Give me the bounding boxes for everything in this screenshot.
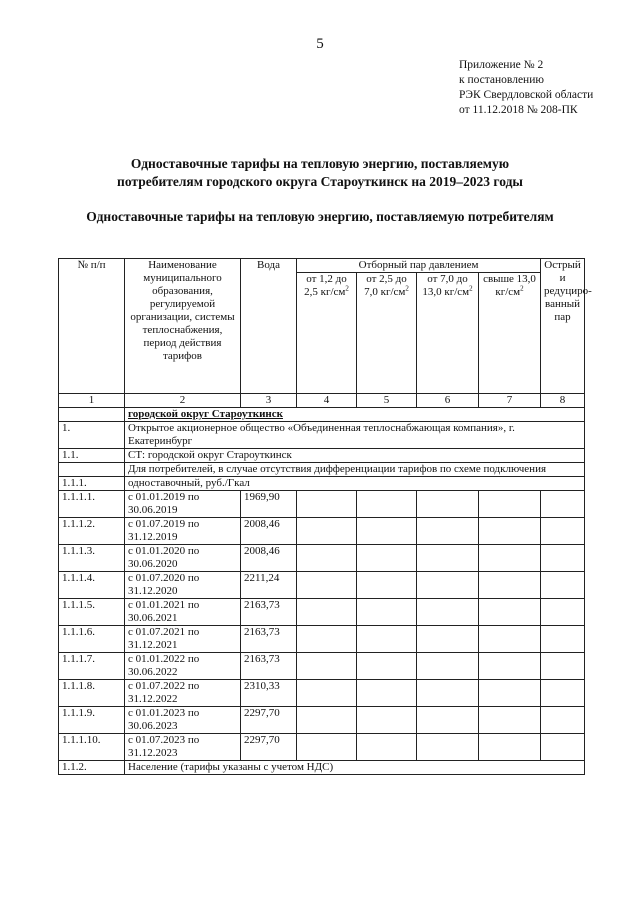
consumers-text: Для потребителей, в случае отсутствия дифференциации тарифов по схеме подключения	[125, 463, 585, 477]
water-value: 2163,73	[241, 626, 297, 653]
header-water: Вода	[241, 259, 297, 394]
water-value: 2297,70	[241, 734, 297, 761]
population-text: Население (тарифы указаны с учетом НДС)	[125, 761, 585, 775]
appendix-line-2: к постановлению	[459, 74, 544, 86]
row-num: 1.1.1.4.	[59, 572, 125, 599]
title-line-1: Одноставочные тарифы на тепловую энергию, поставляемую	[130, 156, 510, 171]
system-row	[59, 449, 585, 463]
header-steam-3: от 7,0 до 13,0 $кг/см^2$	[417, 273, 479, 394]
period-text: с 01.01.2022 по 30.06.2022	[125, 653, 241, 680]
period-text: с 01.01.2023 по 30.06.2023	[125, 707, 241, 734]
title-line-2: потребителям городского округа Староуткинск на 2019–2023 годы	[117, 174, 523, 189]
header-steam-4: свыше 13,0 $кг/см^2$	[479, 273, 541, 394]
row-num: 1.1.1.	[59, 477, 125, 491]
col-number: 7	[479, 394, 541, 408]
row-num: 1.1.1.5.	[59, 599, 125, 626]
consumers-row	[59, 463, 585, 477]
table-row	[59, 707, 585, 734]
col-number: 1	[59, 394, 125, 408]
period-text: с 01.07.2021 по 31.12.2021	[125, 626, 241, 653]
district-row	[59, 408, 585, 422]
appendix-line-3: РЭК Свердловской области	[459, 89, 594, 101]
water-value: 2008,46	[241, 518, 297, 545]
row-num: 1.1.2.	[59, 761, 125, 775]
period-text: с 01.01.2019 по 30.06.2019	[125, 491, 241, 518]
appendix-line-4: от 11.12.2018 № 208-ПК	[459, 104, 578, 116]
page-number: 5	[316, 36, 324, 52]
col-number: 2	[125, 394, 241, 408]
period-text: с 01.01.2020 по 30.06.2020	[125, 545, 241, 572]
table-row	[59, 572, 585, 599]
organization-name: Открытое акционерное общество «Объединенная теплоснабжающая компания», г. Екатеринбург	[125, 422, 585, 449]
row-num: 1.1.1.10.	[59, 734, 125, 761]
header-steam-2: от 2,5 до 7,0 $кг/см^2$	[357, 273, 417, 394]
water-value: 1969,90	[241, 491, 297, 518]
row-num: 1.1.	[59, 449, 125, 463]
col-number: 6	[417, 394, 479, 408]
col-number: 3	[241, 394, 297, 408]
period-text: с 01.07.2023 по 31.12.2023	[125, 734, 241, 761]
header-row-1	[59, 259, 585, 273]
water-value: 2297,70	[241, 707, 297, 734]
row-num: 1.1.1.1.	[59, 491, 125, 518]
tariff-table	[58, 258, 592, 775]
row-num: 1.1.1.3.	[59, 545, 125, 572]
water-value: 2310,33	[241, 680, 297, 707]
document-title	[40, 155, 600, 191]
table-row	[59, 734, 585, 761]
row-num: 1.1.1.9.	[59, 707, 125, 734]
district-name: городской округ Староуткинск	[125, 408, 585, 422]
row-num: 1.1.1.2.	[59, 518, 125, 545]
population-row	[59, 761, 585, 775]
table-row	[59, 626, 585, 653]
tariff-type: одноставочный, руб./Гкал	[125, 477, 585, 491]
table-row	[59, 680, 585, 707]
row-num: 1.1.1.6.	[59, 626, 125, 653]
column-number-row	[59, 394, 585, 408]
appendix-line-1: Приложение № 2	[459, 59, 544, 71]
system-name: СТ: городской округ Староуткинск	[125, 449, 585, 463]
tariff-type-row	[59, 477, 585, 491]
table-row	[59, 491, 585, 518]
table-row	[59, 545, 585, 572]
water-value: 2163,73	[241, 653, 297, 680]
period-text: с 01.07.2022 по 31.12.2022	[125, 680, 241, 707]
organization-row	[59, 422, 585, 449]
row-num: 1.	[59, 422, 125, 449]
table-subtitle: Одноставочные тарифы на тепловую энергию, поставляемую потребителям	[86, 209, 554, 224]
row-num: 1.1.1.8.	[59, 680, 125, 707]
col-number: 5	[357, 394, 417, 408]
period-text: с 01.07.2020 по 31.12.2020	[125, 572, 241, 599]
water-value: 2211,24	[241, 572, 297, 599]
row-num: 1.1.1.7.	[59, 653, 125, 680]
header-name: Наименование муниципального образования, регулируемой организации, системы теплоснабжения, период действия тарифов	[125, 259, 241, 394]
col-number: 8	[541, 394, 585, 408]
water-value: 2008,46	[241, 545, 297, 572]
table-row	[59, 599, 585, 626]
col-number: 4	[297, 394, 357, 408]
header-steam-group: Отборный пар давлением	[297, 259, 541, 273]
table-row	[59, 653, 585, 680]
period-text: с 01.07.2019 по 31.12.2019	[125, 518, 241, 545]
header-sharp-steam: Острый и редуциро-ванный пар	[541, 259, 585, 394]
table-row	[59, 518, 585, 545]
appendix-block	[459, 58, 593, 118]
header-steam-1: от 1,2 до 2,5 $кг/см^2$	[297, 273, 357, 394]
period-text: с 01.01.2021 по 30.06.2021	[125, 599, 241, 626]
water-value: 2163,73	[241, 599, 297, 626]
header-num: № п/п	[59, 259, 125, 394]
